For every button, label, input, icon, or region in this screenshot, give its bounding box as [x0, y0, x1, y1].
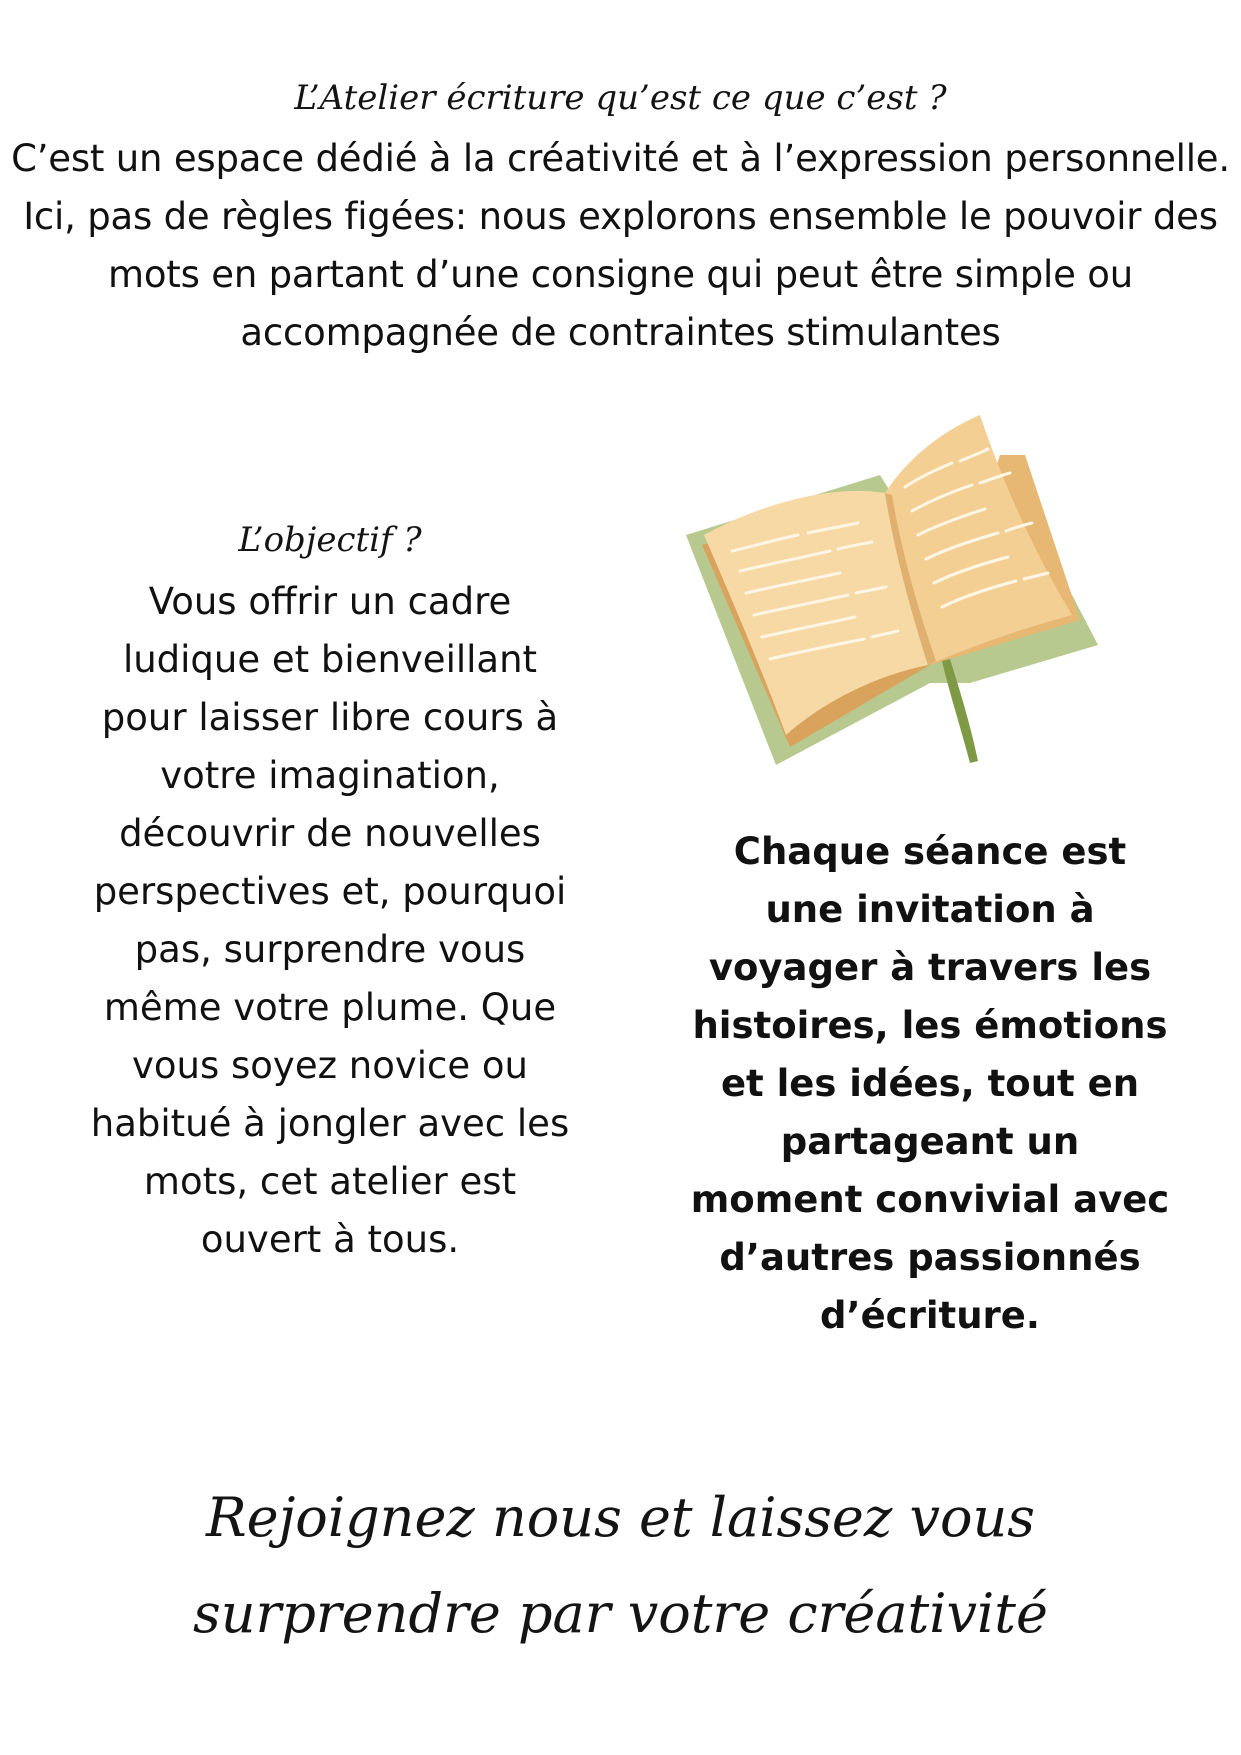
open-book-icon	[680, 415, 1130, 770]
closing-line-2: surprendre par votre créativité	[193, 1582, 1048, 1645]
objective-heading: L’objectif ?	[238, 520, 422, 560]
intro-paragraph: C’est un espace dédié à la créativité et à l’expression personnelle. Ici, pas de règles figées: nous explorons ensemble le pouvoir des mots en partant d’une consigne qui peut être simple ou accompagnée de contraintes stimulantes	[11, 137, 1230, 354]
closing-line-1: Rejoignez nous et laissez vous	[205, 1486, 1036, 1549]
closing-message	[0, 1470, 1241, 1662]
invitation-paragraph: Chaque séance est une invitation à voyager à travers les histoires, les émotions et les idées, tout en partageant un moment convivial avec d’autres passionnés d’écriture.	[690, 830, 1170, 1337]
objective-paragraph: Vous offrir un cadre ludique et bienveillant pour laisser libre cours à votre imagination, découvrir de nouvelles perspectives et, pourquoi pas, surprendre vous même votre plume. Que vous soyez novice ou habitué à jongler avec les mots, cet atelier est ouvert à tous.	[90, 580, 570, 1261]
intro-heading: L’Atelier écriture qu’est ce que c’est ?	[294, 78, 947, 118]
